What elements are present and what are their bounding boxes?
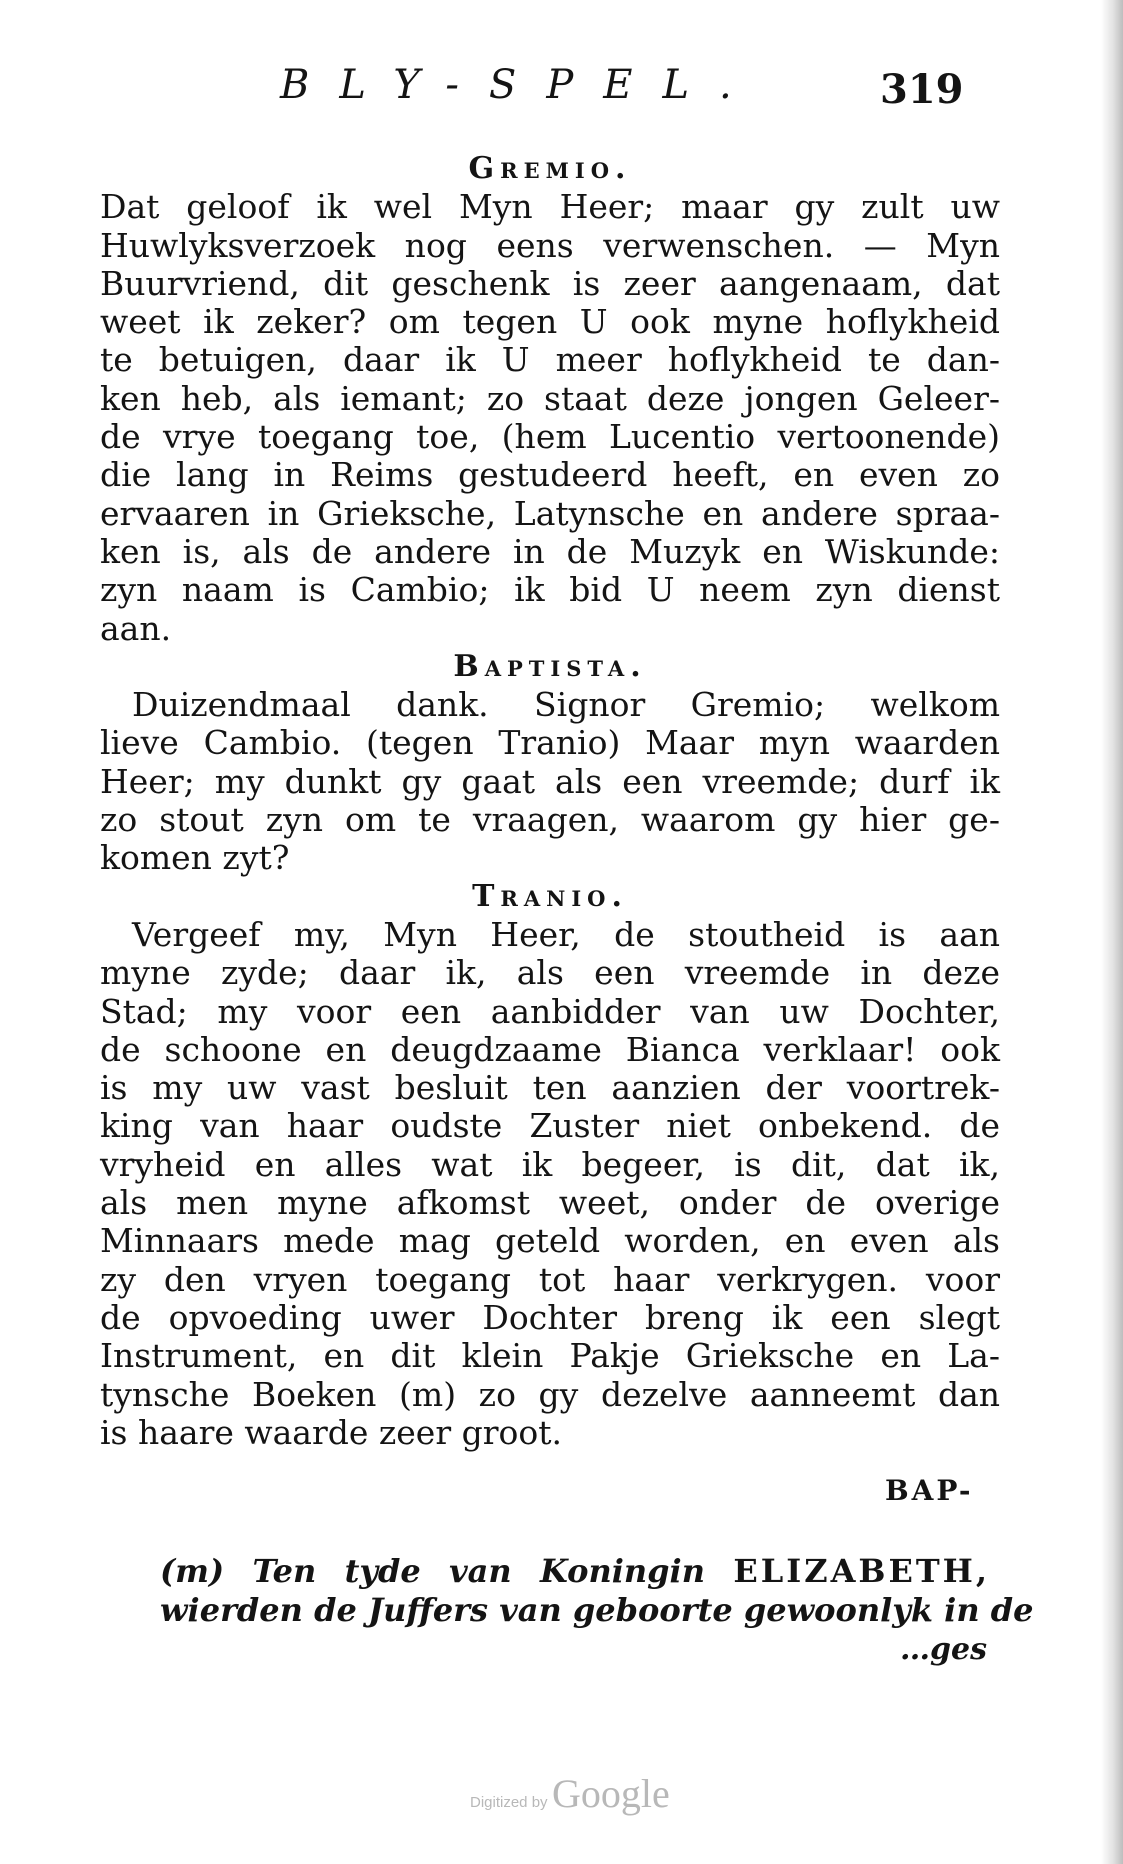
text-line: Buurvriend, dit geschenk is zeer aangenaam, dat bbox=[100, 263, 1000, 303]
text-line: Instrument, en dit klein Pakje Grieksche en La- bbox=[100, 1336, 1000, 1376]
text-line: te betuigen, daar ik U meer hoflykheid te dan- bbox=[100, 340, 1000, 380]
footnote-line: wierden de Juffers van geboorte gewoonlyk in de bbox=[160, 1591, 1034, 1629]
text-line: Heer; my dunkt gy gaat als een vreemde; durf ik bbox=[100, 761, 1000, 801]
text-line: ervaaren in Grieksche, Latynsche en andere spraa- bbox=[100, 493, 1000, 533]
text-line: Duizendmaal dank. Signor Gremio; welkom bbox=[132, 685, 1000, 725]
text-line: die lang in Reims gestudeerd heeft, en even zo bbox=[100, 455, 1000, 495]
speaker-heading: Tranio. bbox=[472, 878, 628, 914]
text-line: ken is, als de andere in de Muzyk en Wiskunde: bbox=[100, 531, 1000, 571]
text-line: is my uw vast besluit ten aanzien der voortrek- bbox=[100, 1068, 1000, 1108]
play-text bbox=[100, 150, 1000, 1452]
text-line: vryheid en alles wat ik begeer, is dit, dat ik, bbox=[100, 1144, 1000, 1184]
speaker-heading: Gremio. bbox=[468, 151, 632, 186]
text-line: zy den vryen toegang tot haar verkrygen. voor bbox=[100, 1259, 1000, 1299]
watermark-prefix: Digitized by bbox=[470, 1794, 548, 1811]
footnote-line bbox=[160, 1552, 990, 1591]
text-line: king van haar oudste Zuster niet onbekend. de bbox=[100, 1106, 1000, 1146]
text-line: aan. bbox=[100, 608, 172, 648]
text-line: zo stout zyn om te vraagen, waarom gy hier ge- bbox=[100, 800, 1000, 840]
footnote-marker: (m) bbox=[160, 1552, 225, 1590]
text-line: komen zyt? bbox=[100, 838, 290, 878]
footnote-name: ELIZABETH, bbox=[733, 1552, 991, 1590]
digitized-watermark bbox=[470, 1770, 670, 1817]
speaker-heading: Baptista. bbox=[453, 648, 647, 684]
text-line: Minnaars mede mag geteld worden, en even als bbox=[100, 1221, 1000, 1261]
page-number: 319 bbox=[880, 66, 964, 113]
text-line: tynsche Boeken (m) zo gy dezelve aanneemt dan bbox=[100, 1374, 1000, 1414]
text-line: lieve Cambio. (tegen Tranio) Maar myn waarden bbox=[100, 723, 1000, 763]
text-line: is haare waarde zeer groot. bbox=[100, 1412, 562, 1452]
footnote-catchword: …ges bbox=[900, 1632, 987, 1667]
text-line: de schoone en deugdzaame Bianca verklaar! ook bbox=[100, 1029, 1000, 1069]
text-line: Dat geloof ik wel Myn Heer; maar gy zult uw bbox=[100, 187, 1000, 227]
footnote bbox=[160, 1552, 1034, 1630]
text-line: ken heb, als iemant; zo staat deze jongen Geleer- bbox=[100, 378, 1000, 418]
text-line: Stad; my voor een aanbidder van uw Dochter, bbox=[100, 991, 1000, 1031]
text-line: de vrye toegang toe, (hem Lucentio vertoonende) bbox=[100, 417, 1000, 457]
text-line: zyn naam is Cambio; ik bid U neem zyn dienst bbox=[100, 570, 1000, 610]
text-line: Vergeef my, Myn Heer, de stoutheid is aan bbox=[132, 914, 1000, 954]
google-logo: Google bbox=[552, 1771, 670, 1816]
catchword: BAP- bbox=[885, 1474, 974, 1507]
text-line: weet ik zeker? om tegen U ook myne hoflykheid bbox=[100, 302, 1000, 342]
text-line: myne zyde; daar ik, als een vreemde in deze bbox=[100, 953, 1000, 993]
text-line: als men myne afkomst weet, onder de overige bbox=[100, 1183, 1000, 1223]
text-line: de opvoeding uwer Dochter breng ik een slegt bbox=[100, 1297, 1000, 1337]
footnote-text: Ten tyde van Koningin bbox=[252, 1552, 705, 1590]
page-edge-shadow bbox=[1101, 0, 1123, 1864]
running-title: BLY-SPEL. bbox=[280, 62, 762, 108]
text-line: Huwlyksverzoek nog eens verwenschen. — Myn bbox=[100, 225, 1000, 265]
